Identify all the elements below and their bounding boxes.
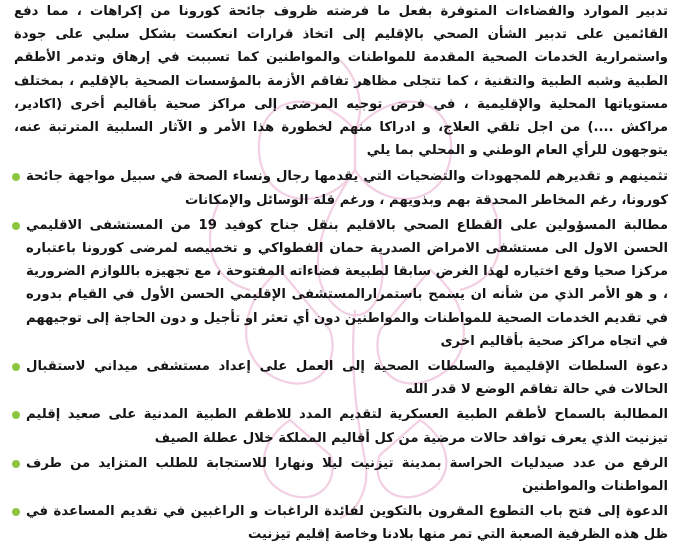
list-item-text: المطالبة بالسماح لأطقم الطبية العسكرية لتقديم المدد للاطقم الطبية المدنية على صعيد إقليم تيزنيت الذي يعرف توافد حالات مرضية من كل أقاليم المملكة خلال عطلة الصيف <box>26 407 668 446</box>
list-item <box>14 452 668 498</box>
green-dot-icon <box>12 222 20 230</box>
statement-document <box>14 0 668 549</box>
list-item-text: الرفع من عدد صيدليات الحراسة بمدينة تيزنيت ليلا ونهارا للاستجابة للطلب المتزايد من طرف المواطنات والمواطنين <box>26 455 668 495</box>
list-item-text: الدعوة إلى فتح باب التطوع المقرون بالتكوين لفائدة الراغبات و الراغبين في تقديم المساعدة في ظل هذه الظرفية الصعبة التي تمر منها بلادنا وخاصة إقليم تيزنيت <box>26 504 668 543</box>
green-dot-icon <box>12 363 20 371</box>
list-item <box>14 500 668 546</box>
list-item-text: دعوة السلطات الإقليمية والسلطات الصحية إلى العمل على إعداد مستشفى ميداني لاستقبال الحالات في حالة تفاقم الوضع لا قدر الله <box>26 359 668 398</box>
demands-list <box>14 165 668 546</box>
green-dot-icon <box>12 460 20 468</box>
list-item-text: تثمينهم و تقديرهم للمجهودات والتضحيات التي يقدمها رجال ونساء الصحة في سبيل مواجهة جائحة كورونا، رغم المخاطر المحدقة بهم وبذويهم ، ورغم قلة الوسائل والإمكانات <box>26 169 668 208</box>
list-item <box>14 355 668 401</box>
list-item <box>14 165 668 211</box>
intro-paragraph: تدبير الموارد والفضاءات المتوفرة بفعل ما فرضته ظروف جائحة كورونا من إكراهات ، مما دفع القائمين على تدبير الشأن الصحي بالإقليم إلى اتخاذ قرارات انعكست بشكل سلبي على جودة واستمرارية الخدمات الصحية المقدمة للمواطنات والمواطنين كما تسببت في إرهاق وتدمر الأطقم الطبية وشبه الطبية والتقنية ، كما تتجلى مظاهر تفاقم الأزمة بالمؤسسات الصحية بالإقليم ، بمختلف مستوياتها المحلية والإقليمية ، في فرض توجيه المرضى إلى مراكز صحية بأقاليم أخرى (اكادير، مراكش ....) من اجل تلقي العلاج، و ادراكا منهم لخطورة هذا الأمر و الآثار السلبية المترتبة عنه، يتوجهون للرأي العام الوطني و المحلي بما يلي <box>14 4 668 159</box>
list-item <box>14 403 668 449</box>
list-item <box>14 214 668 353</box>
list-item-text: مطالبة المسؤولين على القطاع الصحي بالاقليم بنقل جناح كوفيد 19 من المستشفى الاقليمي الحسن الاول الى مستشفى الامراض الصدرية حمان الفطواكي و تخصيصه لمرضى كورونا باعتباره مركزا صحيا وقع اختياره لهذا الغرض سابقا لطبيعة فضاءاته المفتوحة ، مع تجهيزه باللوازم الضرورية ، و هو الأمر الذي من شأنه ان يسمح باستمرارالمستشفى الإقليمي الحسن الأول في القيام بدوره في تقديم الخدمات الصحية للمواطنات والمواطنين دون أي تعثر او تأجيل و دون الحاجة إلى توجيههم في اتجاه مراكز صحية بأقاليم اخرى <box>26 217 668 349</box>
